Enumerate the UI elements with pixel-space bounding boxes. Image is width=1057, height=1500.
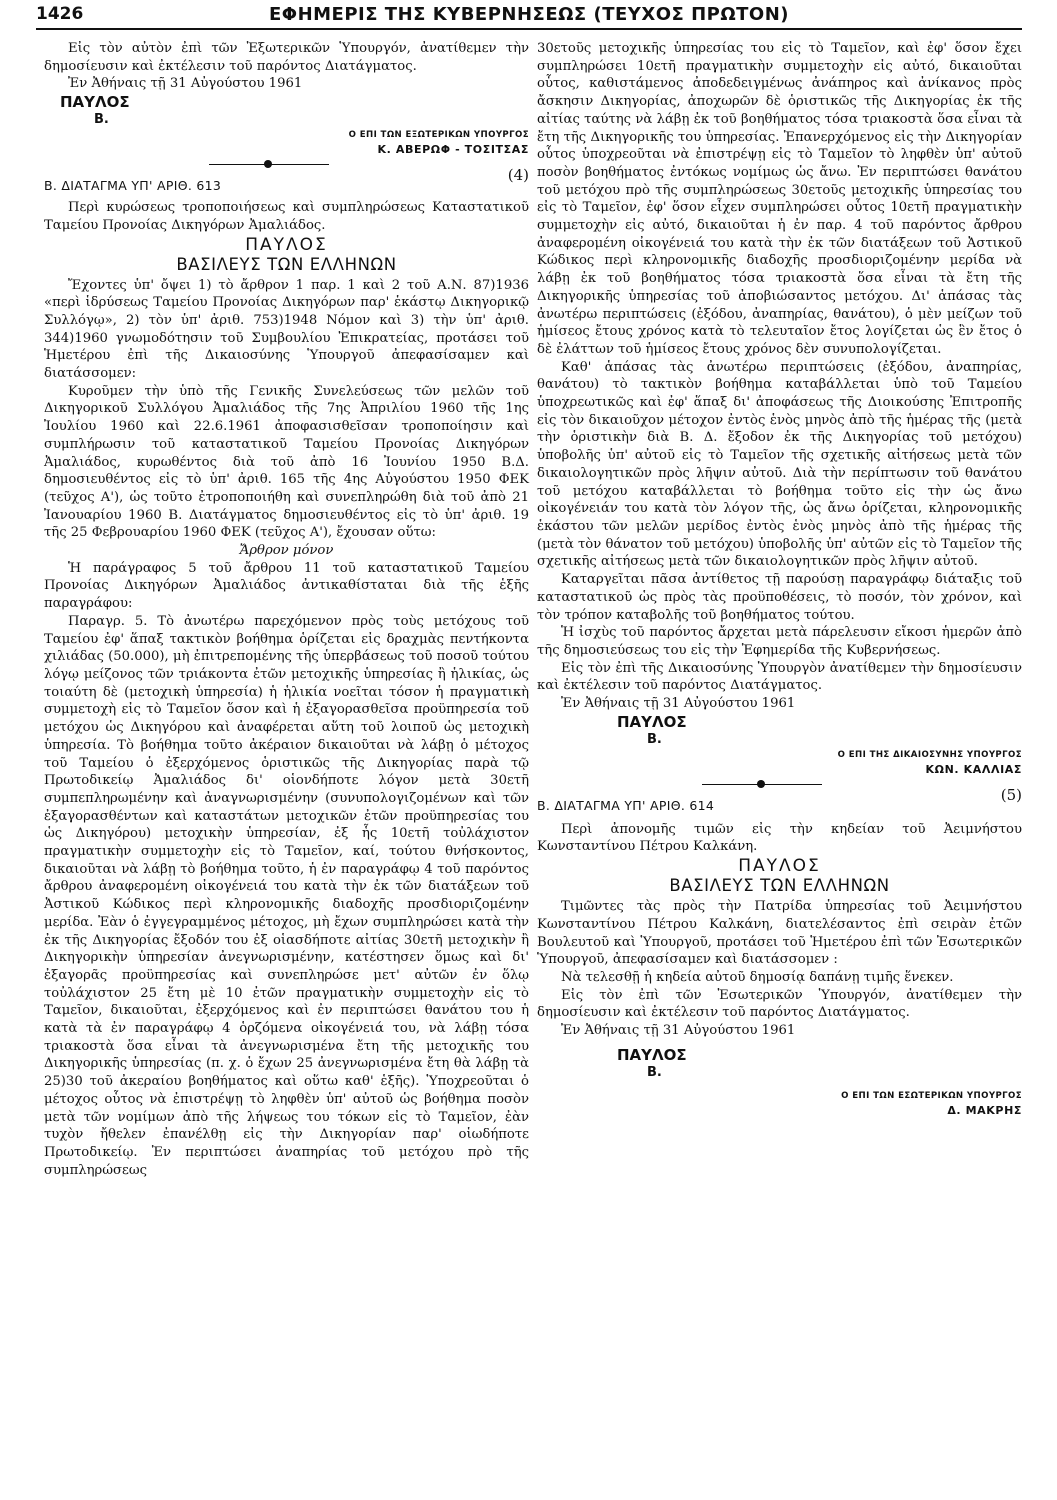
right-column [537,40,1022,1118]
signature-initial: Β. [647,1064,662,1080]
body-paragraph: Καθ' ἁπάσας τὰς ἀνωτέρω περιπτώσεις (ἐξόδου, ἀναπηρίας, θανάτου) τὸ τακτικὸν βοήθημα καταβάλλεται ὑπὸ τοῦ Ταμείου ὑποχρεωτικῶς καὶ ἐφ' ἅπαξ δι' ἀποφάσεως τῆς Διοικούσης Ἐπιτροπῆς εἰς τὸν δικαιοῦχον μέτοχον ἐντὸς ἑνὸς μηνὸς ἀπὸ τῆς ἡμέρας τῆς (μετὰ τὴν ὁριστικὴν διὰ Β. Δ. ἔξοδον ἐκ τῆς Δικηγορίας τοῦ μετόχου) ὑποβολῆς ὑπ' αὐτοῦ εἰς τὸ Ταμεῖον τῆς σχετικῆς αἰτήσεως μετὰ τῶν δικαιολογητικῶν πρὸς λῆψιν αὐτοῦ. Διὰ τὴν περίπτωσιν τοῦ θανάτου τοῦ μετόχου καταβάλλεται τὸ βοήθημα τοῦτο εἰς τὴν ὡς ἄνω οἰκογένειάν του κατὰ τὸν λόγον τῆς, ὡς ἄνω ὁρίζεται, κληρονομικῆς ἑκάστου τῶν μελῶν μερίδος ἐντὸς ἑνὸς μηνὸς ἀπὸ τῆς ἡμέρας τῆς (μετὰ τὸν θάνατον τοῦ μετόχου) ὑποβολῆς ὑπ' αὐτῶν εἰς τὸ Ταμεῖον τῆς σχετικῆς αἰτήσεως μετὰ τῶν δικαιολογητικῶν πρὸς λῆψιν αὐτοῦ. [537,359,1022,570]
decree-heading [537,785,1022,815]
header-rule [36,28,1022,30]
king-title: ΒΑΣΙΛΕΥΣ ΤΩΝ ΕΛΛΗΝΩΝ [669,876,890,896]
decree-title: Β. ΔΙΑΤΑΓΜΑ ΥΠ' ΑΡΙΘ. 613 [44,178,222,194]
body-paragraph: Ἔχοντες ὑπ' ὄψει 1) τὸ ἄρθρον 1 παρ. 1 καὶ 2 τοῦ Α.Ν. 87)1936 «περὶ ἱδρύσεως Ταμείου Προνοίας Δικηγόρων παρ' ἑκάστῳ Δικηγορικῷ Συλλόγῳ», 2) τὸν ὑπ' ἀριθ. 753)1948 Νόμον καὶ 3) τὴν ὑπ' ἀριθ. 344)1960 γνωμοδότησιν τοῦ Συμβουλίου Ἐπικρατείας, προτάσει τοῦ Ἡμετέρου ἐπὶ τῆς Δικαιοσύνης Ὑπουργοῦ ἀπεφασίσαμεν καὶ διατάσσομεν: [44,277,529,382]
left-column [44,40,529,1179]
signature-initial: Β. [94,112,109,128]
minister-title: Ο ΕΠΙ ΤΩΝ ΕΣΩΤΕΡΙΚΩΝ ΥΠΟΥΡΓΟΣ [841,1090,1022,1101]
body-paragraph: Ἡ ἰσχὺς τοῦ παρόντος ἄρχεται μετὰ πάρελευσιν εἴκοσι ἡμερῶν ἀπὸ τῆς δημοσιεύσεως του εἰς τὴν Ἐφημερίδα τῆς Κυβερνήσεως. [537,625,1022,658]
gazette-title: ΕΦΗΜΕΡΙΣ ΤΗΣ ΚΥΒΕΡΝΗΣΕΩΣ (ΤΕΥΧΟΣ ΠΡΩΤΟΝ) [268,4,789,25]
body-paragraph: Παραγρ. 5. Τὸ ἀνωτέρω παρεχόμενον πρὸς τοὺς μετόχους τοῦ Ταμείου ἐφ' ἅπαξ τακτικὸν βοήθημα ὁρίζεται εἰς δραχμὰς πεντήκοντα χιλιάδας (50.000), μὴ ἐπιτρεπομένης τῆς ὑπερβάσεως τοῦ ποσοῦ τούτου λόγῳ μείζονος τῶν τριάκοντα ἐτῶν μετοχικῆς ὑπηρεσίας ἢ ἡλικίας, ὡς τοιαύτη δὲ (μετοχικὴ ὑπηρεσία) ἡ ἡλικία νοεῖται τόσον ἡ πραγματικὴ συμμετοχὴ εἰς τὸ Ταμεῖον ὅσον καὶ ἡ ἐξαγορασθεῖσα προϋπηρεσία τοῦ μετόχου ὡς Δικηγόρου καὶ ἀναφέρεται αὕτη τοῦ λοιποῦ ὡς μετοχικὴ ὑπηρεσία. Τὸ βοήθημα τοῦτο ἀκέραιον δικαιοῦται νὰ λάβῃ ὁ μέτοχος τοῦ Ταμείου ὁ ἐξερχόμενος ὁριστικῶς τῆς Δικηγορίας παρὰ τῷ Πρωτοδικείῳ Ἀμαλιάδος δι' οἱονδήποτε λόγον μετὰ 30ετῆ συμπεπληρωμένην καὶ ἀναγνωρισμένην (συνυπολογιζομένων καὶ τῶν ἐξαγορασθέντων καὶ καταστάτων μετοχικῶν ἐτῶν προϋπηρεσίας του ὡς Δικηγόρου) μετοχικὴν ὑπηρεσίαν, ἐξ ἧς 10ετῆ τοὐλάχιστον πραγματικὴν συμμετοχὴν εἰς τὸ Ταμεῖον, καί, τούτου θνήσκοντος, δικαιοῦται νὰ λάβῃ τὸ βοήθημα τοῦτο, ἡ ἐν παραγράφῳ 4 τοῦ παρόντος ἄρθρου ἀναφερομένη οἰκογένειά του κατὰ τὴν ἐκ τῶν διατάξεων τοῦ Ἀστικοῦ Κώδικος περὶ κληρονομικῆς διαδοχῆς προσδιοριζομένην μερίδα. Ἐὰν ὁ ἐγγεγραμμένος μέτοχος, μὴ ἔχων συμπληρώσει κατὰ τὴν ἐκ τῆς Δικηγορίας ἔξοδόν του ἐξ οἱασδήποτε αἰτίας 30ετῆ μετοχικὴν ἢ Δικηγορικὴν ὑπηρεσίαν ἀνεγνωρισμένην, κατέστησεν ὅμως καὶ δι' ἐξαγορᾶς προϋπηρεσίας καὶ συνεπληρώσε μετ' αὐτῶν ἐν ὅλῳ τοὐλάχιστον 25 ἔτη μὲ 10 ἐτῶν πραγματικὴν συμμετοχὴν εἰς τὸ Ταμεῖον, δικαιοῦται, ἐξερχόμενος καὶ ἐν περιπτώσει θανάτου του ἡ κατὰ τὰ ἐν παραγράφῳ 4 ὁρζόμενα οἰκογένειά του, νὰ λάβῃ τόσα τριακοστὰ ὅσα εἶναι τὰ ἀνεγνωρισμένα ἔτη τῆς μετοχικῆς του Δικηγορικῆς ὑπηρεσίας (π. χ. ὁ ἔχων 25 ἀνεγνωρισμένα ἔτη θὰ λάβῃ τὰ 25)30 τοῦ ἀκεραίου βοηθήματος καὶ οὕτω καθ' ἑξῆς). Ὑποχρεοῦται ὁ μέτοχος οὗτος νὰ ἐπιστρέψῃ τὸ ληφθὲν ὑπ' αὐτοῦ ὡς βοήθημα ποσὸν μετὰ τῶν νομίμων ἀπὸ τῆς λήψεως του τόκων εἰς τὸ Ταμεῖον, ἐὰν τυχὸν ἤθελεν ἐπανέλθῃ εἰς τὴν Δικηγορίαν παρ' οἱωδήποτε Πρωτοδικείῳ. Ἐν περιπτώσει ἀναπηρίας τοῦ μετόχου πρὸ τῆς συμπληρώσεως [44,613,529,1178]
signature-name: ΠΑΥΛΟΣ [617,712,687,731]
body-paragraph: Καταργεῖται πᾶσα ἀντίθετος τῇ παρούσῃ παραγράφῳ διάταξις τοῦ καταστατικοῦ ὡς πρὸς τὰς προϋποθέσεις, τὸ ποσόν, τὸν χρόνον, καὶ τὸν τρόπον καταβολῆς τοῦ βοηθήματος τούτου. [537,572,1022,623]
decree-heading [44,166,529,195]
body-paragraph: Εἰς τὸν ἐπὶ τῆς Δικαιοσύνης Ὑπουργὸν ἀνατίθεμεν τὴν δημοσίευσιν καὶ ἐκτέλεσιν τοῦ παρόντος Διατάγματος. [537,660,1022,694]
decree-subject: Περὶ ἀπονομῆς τιμῶν εἰς τὴν κηδείαν τοῦ Ἀειμνήστου Κωνσταντίνου Πέτρου Καλκάνη. [537,821,1022,855]
decree-subject: Περὶ κυρώσεως τροποποιήσεως καὶ συμπληρώσεως Καταστατικοῦ Ταμείου Προνοίας Δικηγόρων Ἀμαλιάδος. [44,200,529,233]
section-separator [537,777,1022,791]
body-paragraph: Τιμῶντες τὰς πρὸς τὴν Πατρίδα ὑπηρεσίας τοῦ Ἀειμνήστου Κωνσταντίνου Πέτρου Καλκάνη, διατελέσαντος ἐπὶ σειρὰν ἐτῶν Βουλευτοῦ καὶ Ὑπουργοῦ, προτάσει τοῦ Ἡμετέρου ἐπὶ τῶν Ἐσωτερικῶν Ὑπουργοῦ, ἀπεφασίσαμεν καὶ διατάσσομεν : [537,899,1022,968]
minister-name: Δ. ΜΑΚΡΗΣ [947,1103,1022,1117]
body-paragraph: Εἰς τὸν ἐπὶ τῶν Ἐσωτερικῶν Ὑπουργόν, ἀνατίθεμεν τὴν δημοσίευσιν καὶ ἐκτέλεσιν τοῦ παρόντος Διατάγματος. [537,987,1022,1021]
decree-number: (5) [1000,785,1022,804]
body-paragraph: Ἡ παράγραφος 5 τοῦ ἄρθρου 11 τοῦ καταστατικοῦ Ταμείου Προνοίας Δικηγόρων Ἀμαλιάδος ἀντικαθίσταται διὰ τῆς ἑξῆς παραγράφου: [44,560,529,612]
minister-name: Κ. ΑΒΕΡΩΦ - ΤΟΣΙΤΣΑΣ [377,143,529,157]
minister-title: Ο ΕΠΙ ΤΗΣ ΔΙΚΑΙΟΣΥΝΗΣ ΥΠΟΥΡΓΟΣ [837,749,1022,760]
signing-date: Ἐν Ἀθήναις τῇ 31 Αὐγούστου 1961 [68,76,303,92]
decree-title: Β. ΔΙΑΤΑΓΜΑ ΥΠ' ΑΡΙΘ. 614 [537,797,715,813]
body-paragraph: Νὰ τελεσθῇ ἡ κηδεία αὐτοῦ δημοσίᾳ δαπάνῃ τιμῆς ἕνεκεν. [561,969,954,985]
body-paragraph: 30ετοῦς μετοχικῆς ὑπηρεσίας του εἰς τὸ Ταμεῖον, καὶ ἐφ' ὅσον ἔχει συμπληρώσει 10ετῆ πραγματικὴν συμμετοχὴν εἰς αὐτό, δικαιοῦται οὗτος, καθιστάμενος ἀποδεδειγμένως ἀνάπηρος καὶ ἀνίκανος πρὸς ἄσκησιν Δικηγορίας, ἀποχωρῶν δὲ ὁριστικῶς τῆς Δικηγορίας ἐκ τῆς αἰτίας ταύτης νὰ λάβῃ ἐκ τοῦ βοηθήματος τόσα τριακοστὰ ὅσα εἶναι τὰ ἔτη τῆς Δικηγορικῆς του ὑπηρεσίας. Ἐπανερχόμενος εἰς τὴν Δικηγορίαν οὗτος ὑποχρεοῦται νὰ ἐπιστρέψῃ εἰς τὸ Ταμεῖον τὸ ληφθὲν ὑπ' αὐτοῦ ποσὸν βοηθήματος ἐντόκως νομίμως ὡς ἄνω. Ἐν περιπτώσει θανάτου τοῦ μετόχου πρὸ τῆς συμπληρώσεως 30ετοῦς μετοχικῆς ὑπηρεσίας του εἰς τὸ Ταμεῖον, ἐφ' ὅσον εἶχεν συμπληρώσει οὗτος 10ετῆ πραγματικὴν συμμετοχὴν εἰς αὐτό, δικαιοῦται ἡ ἐν παρ. 4 τοῦ παρόντος ἄρθρου ἀναφερομένη οἰκογένειά του κατὰ τὴν ἐκ τῶν διατάξεων τοῦ Ἀστικοῦ Κώδικος περὶ κληρονομικῆς διαδοχῆς προσδιοριζομένην μερίδα νὰ λάβῃ ἐκ τοῦ βοηθήματος τόσα τριακοστὰ ὅσα εἶναι τὰ ἔτη τῆς Δικηγορικῆς ὑπηρεσίας τοῦ ἀποβιώσαντος μετόχου. Δι' ἁπάσας τὰς ἀνωτέρω περιπτώσεις (ἐξόδου, ἀναπηρίας, θανάτου), ὁ μὲν μείζων τοῦ ἡμίσεος ἔτους χρόνος κατὰ τὸ τελευταῖον ἔτος λογίζεται ὡς ἓν ἔτος ὁ δὲ ἐλάττων τοῦ ἡμίσεος ἔτους χρόνος δὲν συνυπολογίζεται. [537,41,1022,357]
body-paragraph: Κυροῦμεν τὴν ὑπὸ τῆς Γενικῆς Συνελεύσεως τῶν μελῶν τοῦ Δικηγορικοῦ Συλλόγου Ἀμαλιάδος τῆς 7ης Ἀπριλίου 1960 τῆς 1ης Ἰουλίου 1960 καὶ 22.6.1961 ἀποφασισθεῖσαν τροποποίησιν καὶ συμπλήρωσιν τοῦ καταστατικοῦ Ταμείου Προνοίας Δικηγόρων Ἀμαλιάδος, κυρωθέντος διὰ τοῦ ἀπὸ 16 Ἰουνίου 1950 Β.Δ. δημοσιευθέντος εἰς τὸ ὑπ' ἀριθ. 165 τῆς 4ης Αὐγούστου 1950 ΦΕΚ (τεῦχος Α'), ὡς τοῦτο ἐτροποποιήθη καὶ συνεπληρώθη διὰ τοῦ ἀπὸ 21 Ἰανουαρίου 1960 Β. Διατάγματος δημοσιευθέντος εἰς τὸ ὑπ' ἀριθ. 19 τῆς 25 Φεβρουαρίου 1960 ΦΕΚ (τεῦχος Α'), ἔχουσαν οὕτω: [44,383,529,541]
king-name: ΠΑΥΛΟΣ [245,234,328,255]
minister-name: ΚΩΝ. ΚΑΛΛΙΑΣ [925,762,1022,776]
king-title: ΒΑΣΙΛΕΥΣ ΤΩΝ ΕΛΛΗΝΩΝ [176,254,397,274]
page-header [36,2,1022,28]
page-number: 1426 [36,4,84,24]
intro-paragraph: Εἰς τὸν αὐτὸν ἐπὶ τῶν Ἐξωτερικῶν Ὑπουργόν, ἀνατίθεμεν τὴν δημοσίευσιν καὶ ἐκτέλεσιν τοῦ παρόντος Διατάγματος. [44,41,529,74]
king-name: ΠΑΥΛΟΣ [738,856,821,877]
signature-name: ΠΑΥΛΟΣ [617,1045,687,1064]
signature-initial: Β. [647,731,662,747]
signing-date: Ἐν Ἀθήναις τῇ 31 Αὐγούστου 1961 [561,1023,796,1039]
minister-title: Ο ΕΠΙ ΤΩΝ ΕΞΩΤΕΡΙΚΩΝ ΥΠΟΥΡΓΟΣ [348,130,529,141]
signing-date: Ἐν Ἀθήναις τῇ 31 Αὐγούστου 1961 [561,696,796,712]
section-separator [44,157,529,171]
article-heading: Ἄρθρον μόνον [239,543,334,559]
signature-name: ΠΑΥΛΟΣ [60,93,130,112]
decree-number: (4) [507,166,529,185]
